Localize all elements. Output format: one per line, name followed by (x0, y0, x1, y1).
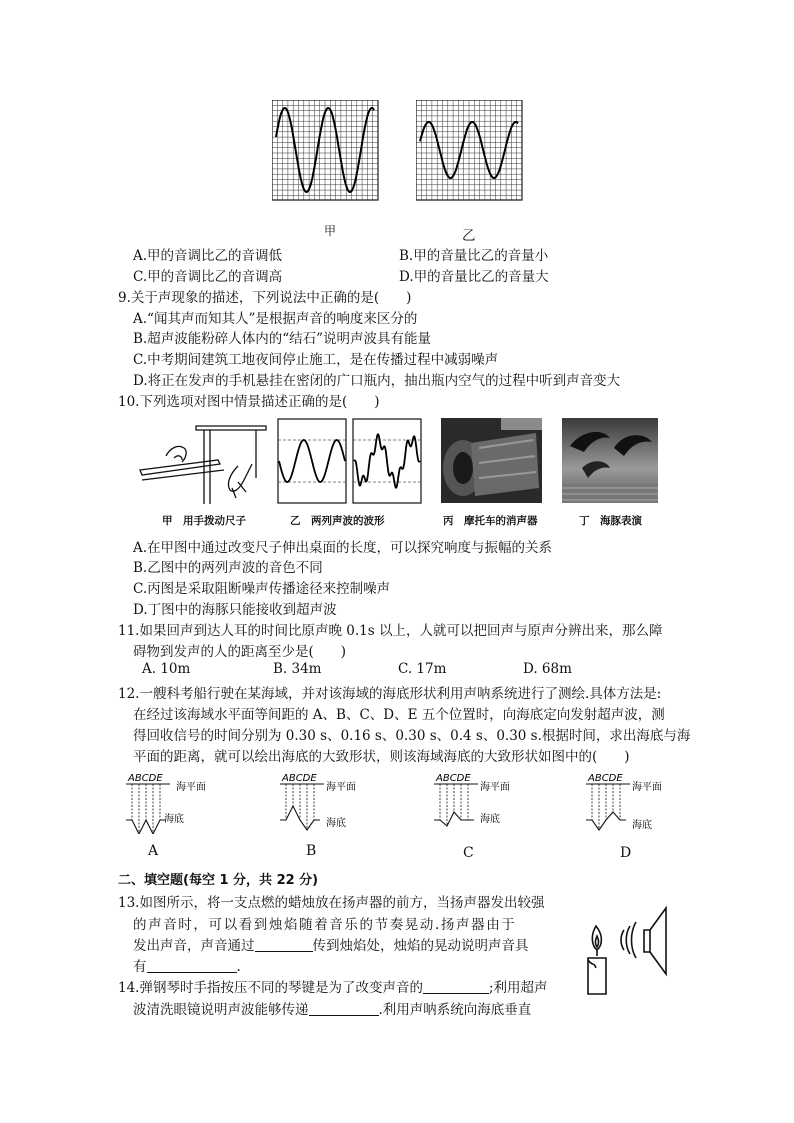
q13-blank-energy[interactable] (147, 959, 237, 974)
q10-option-d: D.丁图中的海豚只能接收到超声波 (133, 602, 337, 618)
svg-text:海底: 海底 (480, 814, 500, 825)
q12-option-c-label: C (463, 845, 474, 861)
q14-line2 (133, 998, 531, 1018)
q8-option-b: B.甲的音量比乙的音量小 (399, 248, 549, 264)
q8-option-d: D.甲的音量比乙的音量大 (399, 269, 549, 285)
svg-text:海底: 海底 (632, 820, 652, 831)
q11-stem-line1: 11.如果回声到达人耳的时间比原声晚 0.1s 以上，人就可以把回声与原声分辨出来，那么障 (118, 623, 663, 639)
svg-text:海平面: 海平面 (326, 782, 356, 793)
q11-option-c: C. 17m (398, 661, 447, 677)
q11-option-d: D. 68m (523, 661, 572, 677)
q10-option-b: B.乙图中的两列声波的音色不同 (133, 560, 323, 576)
q14-line2-text-b: .利用声呐系统向海底垂直 (378, 1002, 532, 1018)
q13-line4-text-a: 有 (133, 959, 147, 975)
q13-blank-medium[interactable] (255, 938, 313, 953)
svg-text:海平面: 海平面 (480, 782, 510, 793)
svg-text:ABCDE: ABCDE (588, 773, 623, 784)
q14-blank-pitch[interactable] (423, 980, 489, 995)
q9-option-c: C.中考期间建筑工地夜间停止施工，是在传播过程中减弱噪声 (133, 352, 499, 368)
svg-text:ABCDE: ABCDE (282, 773, 317, 784)
seabed-profile (586, 812, 626, 830)
svg-text:海底: 海底 (164, 814, 184, 825)
q14-line1-text-b: ;利用超声 (488, 980, 548, 996)
q10-figure-dolphin-photo (562, 418, 658, 503)
q8-option-a: A.甲的音调比乙的音调低 (133, 248, 283, 264)
q8-wave-figure-yi (416, 100, 524, 202)
q9-option-a: A.“闻其声而知其人”是根据声音的响度来区分的 (133, 311, 418, 327)
seabed-profile (126, 820, 166, 834)
q12-diagram-a-svg (126, 770, 216, 834)
q8-wave-figure-jia (272, 100, 380, 202)
q14-line2-text-a: 波清洗眼镜说明声波能够传递 (133, 1002, 309, 1018)
q13-line2: 的声音时，可以看到烛焰随着音乐的节奏晃动.扬声器由于 (133, 917, 517, 933)
q10-option-c: C.丙图是采取阻断噪声传播途径来控制噪声 (133, 581, 391, 597)
q13-line4 (133, 955, 241, 975)
q10-figure-waves (277, 418, 423, 504)
q10-figure-ruler (138, 418, 268, 508)
q13-line1: 13.如图所示，将一支点燃的蜡烛放在扬声器的前方，当扬声器发出较强 (118, 895, 545, 911)
q9-option-b: B.超声波能粉碎人体内的“结石”说明声波具有能量 (133, 331, 432, 347)
q14-blank-energy[interactable] (309, 1002, 379, 1017)
q12-diagram-d (586, 770, 676, 834)
q10-caption-jia: 甲 用手拨动尺子 (162, 515, 246, 527)
q12-diagram-a (126, 770, 216, 834)
q12-diagram-c-svg (434, 770, 524, 834)
q13-line4-text-b: . (236, 959, 241, 975)
q13-candle-speaker-figure (580, 900, 672, 1000)
q14-line1 (118, 976, 548, 996)
section-fill-in-title: 二、填空题(每空 1 分，共 22 分) (118, 873, 319, 888)
q12-diagram-b (280, 770, 370, 834)
q10-caption-ding: 丁 海豚表演 (579, 515, 642, 527)
q13-line3 (133, 934, 529, 954)
q12-diagram-d-svg (586, 770, 676, 834)
q10-stem: 10.下列选项对图中情景描述正确的是( ) (118, 394, 380, 410)
q8-option-c: C.甲的音调比乙的音调高 (133, 269, 283, 285)
svg-text:ABCDE: ABCDE (128, 773, 163, 784)
q11-stem-line2: 碍物到发声的人的距离至少是( ) (133, 644, 347, 660)
q9-stem: 9.关于声现象的描述，下列说法中正确的是( ) (118, 290, 412, 306)
q11-option-b: B. 34m (273, 661, 322, 677)
q12-stem-line3: 得回收信号的时间分别为 0.30 s、0.16 s、0.30 s、0.4 s、0.30 s.根据时间，求出海底与海 (133, 728, 691, 744)
q14-line1-text-a: 14.弹钢琴时手指按压不同的琴键是为了改变声音的 (118, 980, 423, 996)
svg-text:ABCDE: ABCDE (436, 773, 471, 784)
q9-option-d: D.将正在发声的手机悬挂在密闭的广口瓶内，抽出瓶内空气的过程中听到声音变大 (133, 373, 621, 389)
q11-option-a: A. 10m (142, 661, 191, 677)
q12-diagram-c (434, 770, 524, 834)
svg-text:海底: 海底 (326, 818, 346, 829)
q10-caption-bing: 丙 摩托车的消声器 (443, 515, 538, 527)
q12-option-b-label: B (306, 843, 317, 859)
q13-line3-text-a: 发出声音，声音通过 (133, 938, 255, 954)
q10-figure-muffler-photo (441, 418, 542, 503)
q12-option-a-label: A (148, 843, 159, 859)
q8-label-jia: 甲 (324, 224, 337, 238)
q12-stem-line4: 平面的距离，就可以绘出海底的大致形状，则该海域海底的大致形状如图中的( ) (133, 749, 630, 765)
q12-diagram-b-svg (280, 770, 370, 834)
q12-option-d-label: D (620, 845, 632, 861)
q12-stem-line2: 在经过该海域水平面等间距的 A、B、C、D、E 五个位置时，向海底定向发射超声波，测 (133, 707, 665, 723)
q12-stem-line1: 12.一艘科考船行驶在某海域，并对该海域的海底形状利用声呐系统进行了测绘.具体方法是: (118, 686, 662, 702)
q10-caption-yi: 乙 两列声波的波形 (290, 515, 385, 527)
q8-label-yi: 乙 (462, 228, 476, 244)
svg-text:海平面: 海平面 (176, 782, 206, 793)
q13-line3-text-b: 传到烛焰处，烛焰的晃动说明声音具 (312, 938, 529, 954)
svg-text:海平面: 海平面 (632, 782, 662, 793)
q10-option-a: A.在甲图中通过改变尺子伸出桌面的长度，可以探究响度与振幅的关系 (133, 540, 553, 556)
